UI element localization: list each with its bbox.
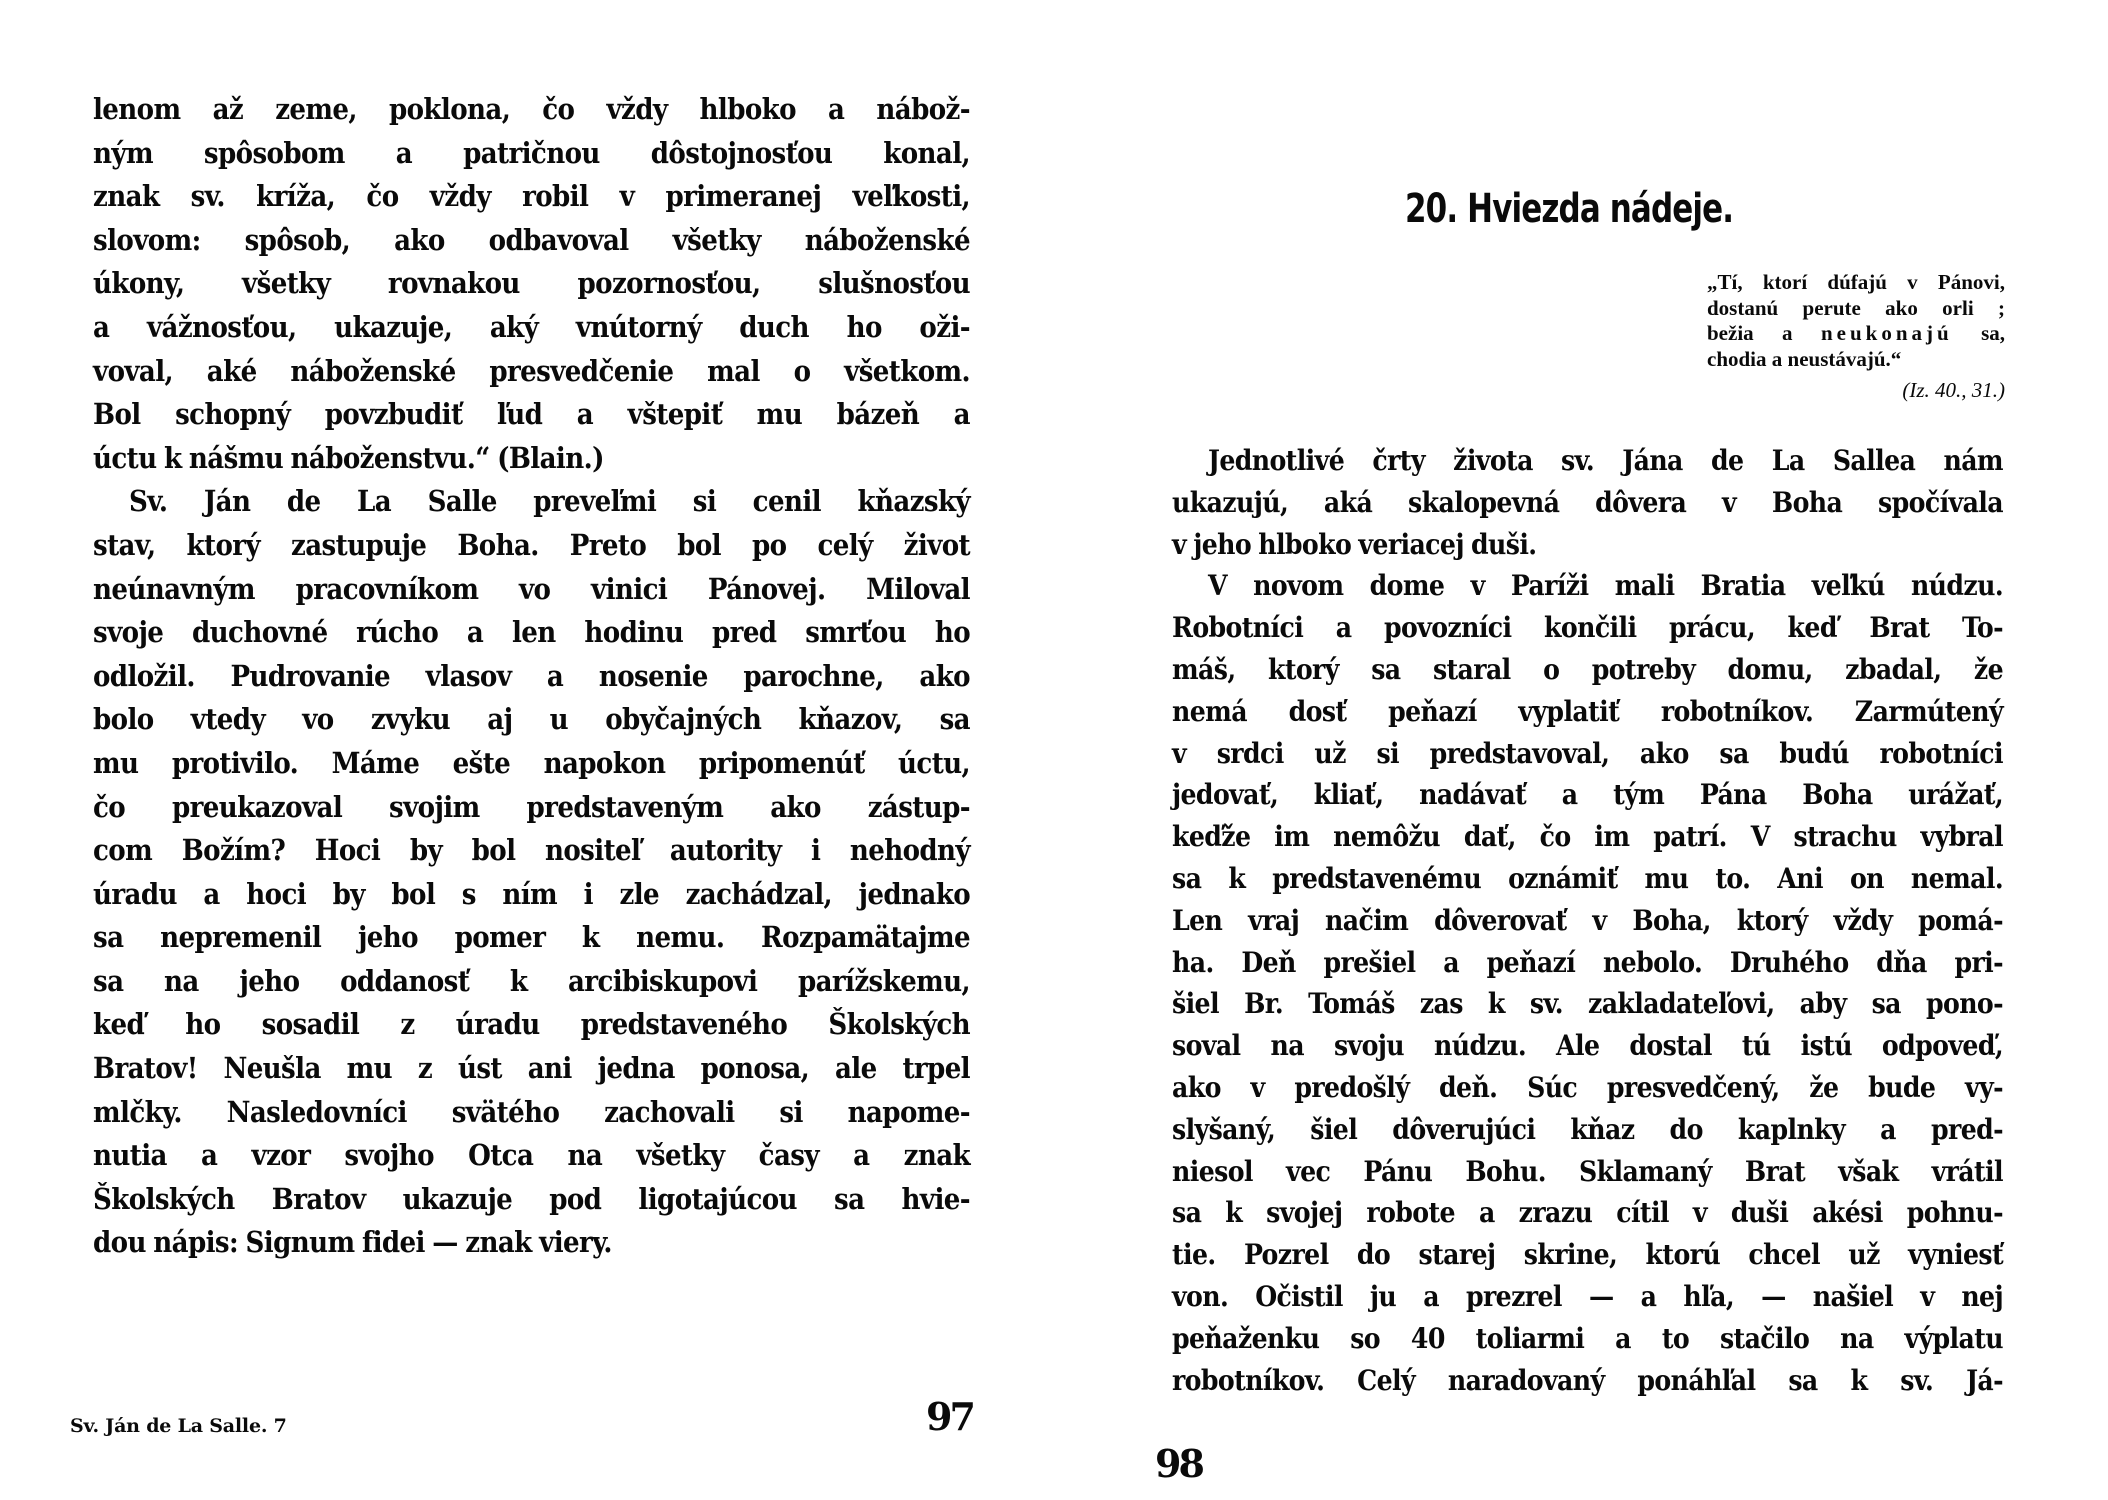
text-line: niesol vec Pánu Bohu. Sklamaný Brat však vrátil [1172, 1154, 2003, 1188]
text-line: ukazujú, aká skalopevná dôvera v Boha spočívala [1172, 485, 2003, 519]
text-line: sa nepremenil jeho pomer k nemu. Rozpamätajme [93, 920, 970, 955]
text-line: soval na svoju núdzu. Ale dostal tú istú odpoveď, [1172, 1029, 2003, 1063]
text-line: Len vraj načim dôverovať v Boha, ktorý vždy pomá- [1172, 903, 2003, 937]
page-number-left: 97 [926, 1394, 973, 1439]
chapter-title: 20. Hviezda nádeje. [1405, 186, 1734, 232]
epigraph-citation: (Iz. 40., 31.) [1902, 378, 2005, 402]
epigraph-fragment: sa, [1981, 321, 2006, 345]
epigraph-line: chodia a neustávajú.“ [1707, 346, 1902, 371]
text-line: bolo vtedy vo zvyku aj u obyčajných kňazov, sa [93, 702, 970, 737]
text-line: ným spôsobom a patričnou dôstojnosťou konal, [93, 135, 970, 170]
epigraph-quote [1707, 270, 2005, 404]
text-line: sa k predstavenému oznámiť mu to. Ani on nemal. [1172, 861, 2003, 895]
text-line: šiel Br. Tomáš zas k sv. zakladateľovi, aby sa pono- [1172, 987, 2003, 1021]
text-line: nemá dosť peňazí vyplatiť robotníkov. Zarmútený [1172, 694, 2003, 728]
text-line: Bratov! Neušla mu z úst ani jedna ponosa, ale trpel [93, 1051, 970, 1086]
text-line: máš, ktorý sa staral o potreby domu, zbadal, že [1172, 652, 2003, 686]
epigraph-fragment: bežia a [1707, 321, 1793, 345]
paragraph-first-line: Jednotlivé črty života sv. Jána de La Sallea nám [1208, 444, 2003, 477]
text-line: lenom až zeme, poklona, čo vždy hlboko a nábož- [93, 92, 970, 126]
text-line: jedovať, kliať, nadávať a tým Pána Boha urážať, [1172, 778, 2003, 812]
text-line: svoje duchovné rúcho a len hodinu pred smrťou ho [93, 615, 970, 650]
text-line: úctu k nášmu náboženstvu.“ (Blain.) [93, 440, 604, 475]
text-line: von. Očistil ju a prezrel — a hľa, — našiel v nej [1172, 1279, 2003, 1313]
right-page-body-text [1172, 440, 2003, 1401]
text-line: neúnavným pracovníkom vo vinici Pánovej. Miloval [93, 571, 970, 606]
left-page-body-text [93, 88, 970, 1265]
text-line: mlčky. Nasledovníci svätého zachovali si napome- [93, 1094, 970, 1129]
text-line: Robotníci a povozníci končili prácu, keď Brat To- [1172, 611, 2003, 645]
text-line: stav, ktorý zastupuje Boha. Preto bol po celý život [93, 527, 970, 562]
text-line: Školských Bratov ukazuje pod ligotajúcou sa hvie- [93, 1181, 970, 1216]
text-line: Bol schopný povzbudiť ľud a vštepiť mu bázeň a [93, 397, 970, 432]
text-line: mu protivilo. Máme ešte napokon pripomenúť úctu, [93, 745, 970, 780]
page-number-right: 98 [1155, 1441, 1202, 1486]
text-line: sa k svojej robote a zrazu cítil v duši akési pohnu- [1172, 1196, 2003, 1230]
epigraph-line [1707, 321, 2005, 347]
text-line: voval, aké náboženské presvedčenie mal o všetkom. [93, 353, 970, 388]
text-line: odložil. Pudrovanie vlasov a nosenie parochne, ako [93, 658, 970, 693]
text-line: peňaženku so 40 toliarmi a to stačilo na výplatu [1172, 1321, 2003, 1355]
text-line: úkony, všetky rovnakou pozornosťou, slušnosťou [93, 266, 970, 301]
text-line: čo preukazoval svojim predstaveným ako zástup- [93, 789, 970, 824]
text-line: slyšaný, šiel dôverujúci kňaz do kaplnky a pred- [1172, 1112, 2003, 1146]
footer-signature: Sv. Ján de La Salle. 7 [70, 1415, 287, 1437]
text-line: nutia a vzor svojho Otca na všetky časy a znak [93, 1138, 970, 1173]
text-line: v jeho hlboko veriacej duši. [1172, 527, 1537, 561]
text-line: tie. Pozrel do starej skrine, ktorú chcel už vyniesť [1172, 1238, 2003, 1272]
paragraph-first-line: Sv. Ján de La Salle preveľmi si cenil kňazský [129, 484, 970, 519]
right-page [1054, 0, 2108, 1500]
epigraph-line: dostanú perute ako orli ; [1707, 295, 2005, 320]
text-line: dou nápis: Signum fidei — znak viery. [93, 1225, 612, 1260]
paragraph-first-line: V novom dome v Paríži mali Bratia veľkú núdzu. [1208, 569, 2003, 603]
text-line: úradu a hoci by bol s ním i zle zachádzal, jednako [93, 876, 970, 911]
text-line: keďže im nemôžu dať, čo im patrí. V strachu vybral [1172, 820, 2003, 854]
text-line: slovom: spôsob, ako odbavoval všetky náboženské [93, 222, 970, 257]
text-line: znak sv. kríža, čo vždy robil v primeranej veľkosti, [93, 179, 970, 214]
epigraph-spaced-word: neukonajú [1820, 321, 1953, 345]
text-line: keď ho sosadil z úradu predstaveného Školských [93, 1007, 970, 1042]
text-line: v srdci už si predstavoval, ako sa budú robotníci [1172, 736, 2003, 770]
text-line: ha. Deň prešiel a peňazí nebolo. Druhého dňa pri- [1172, 945, 2003, 979]
text-line: robotníkov. Celý naradovaný ponáhľal sa k sv. Já- [1172, 1363, 2003, 1397]
text-line: com Božím? Hoci by bol nositeľ autority i nehodný [93, 833, 970, 868]
text-line: a vážnosťou, ukazuje, aký vnútorný duch ho oži- [93, 309, 970, 344]
text-line: ako v predošlý deň. Súc presvedčený, že bude vy- [1172, 1070, 2003, 1104]
epigraph-line: „Tí, ktorí dúfajú v Pánovi, [1707, 270, 2005, 294]
text-line: sa na jeho oddanosť k arcibiskupovi parížskemu, [93, 963, 970, 998]
